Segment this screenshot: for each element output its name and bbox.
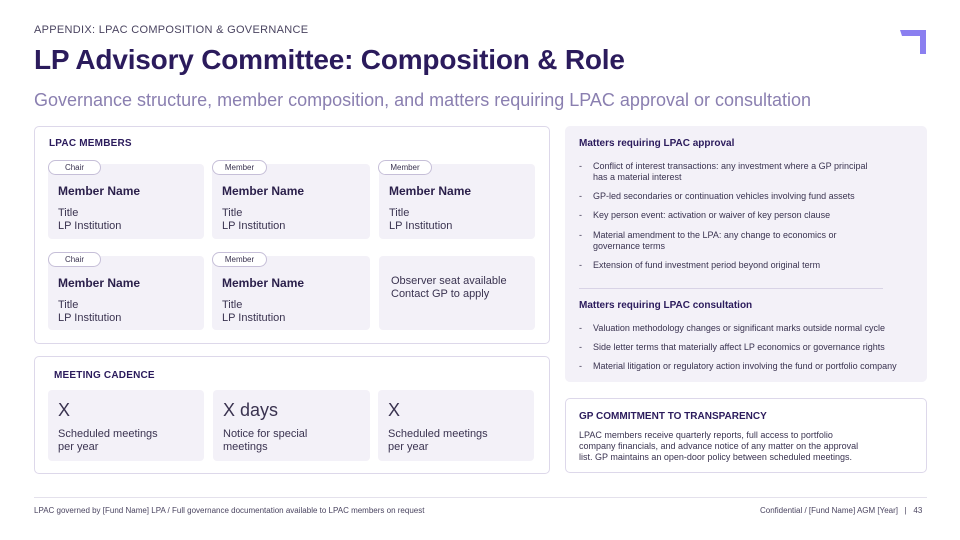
member-title: Title (389, 207, 410, 219)
stat-label: per year (58, 441, 99, 453)
stat-label: per year (388, 441, 429, 453)
footer-divider (34, 497, 927, 498)
dash-icon: - (579, 361, 582, 371)
consultation-heading: Matters requiring LPAC consultation (579, 300, 753, 311)
stat-value: X (388, 400, 401, 420)
lpac-matters-panel (565, 126, 927, 382)
member-institution: LP Institution (58, 312, 122, 324)
dash-icon: - (579, 161, 582, 171)
member-name: Member Name (58, 276, 141, 290)
list-item-text: Valuation methodology changes or significant marks outside normal cycle (593, 323, 885, 333)
footer-note: LPAC governed by [Fund Name] LPA / Full governance documentation available to LPAC members on request (34, 506, 425, 515)
member-card (48, 164, 204, 239)
list-item-text: has a material interest (593, 172, 682, 182)
member-title: Title (222, 299, 243, 311)
stat-label: Scheduled meetings (388, 428, 488, 440)
role-badge-member: Member (212, 252, 267, 267)
page-subtitle: Governance structure, member composition, and matters requiring LPAC approval or consultation (34, 90, 812, 110)
member-card (212, 256, 370, 330)
slide-eyebrow: APPENDIX: LPAC COMPOSITION & GOVERNANCE (34, 24, 309, 36)
cadence-stat-card (213, 390, 370, 461)
list-item-text: governance terms (593, 241, 666, 251)
gp-transparency-panel (565, 398, 927, 473)
list-item-text: Conflict of interest transactions: any investment where a GP principal (593, 161, 868, 171)
member-title: Title (58, 207, 79, 219)
list-item-text: Side letter terms that materially affect LP economics or governance rights (593, 342, 885, 352)
observer-seat-card (379, 256, 535, 330)
dash-icon: - (579, 323, 582, 333)
stat-value: X days (223, 400, 279, 420)
role-badge-member: Member (212, 160, 267, 175)
approval-heading: Matters requiring LPAC approval (579, 138, 735, 149)
member-institution: LP Institution (222, 312, 286, 324)
observer-contact-text: Contact GP to apply (391, 288, 490, 300)
members-section-label: LPAC MEMBERS (49, 138, 132, 149)
list-item-text: Material amendment to the LPA: any change to economics or (593, 230, 837, 240)
footer-page-info: Confidential / [Fund Name] AGM [Year] | 43 (760, 506, 923, 515)
member-card (379, 164, 535, 239)
list-item-text: GP-led secondaries or continuation vehicles involving fund assets (593, 191, 855, 201)
role-badge-member: Member (378, 160, 432, 175)
gp-body-line: list. GP maintains an open-door policy between scheduled meetings. (579, 452, 852, 462)
gp-body-text (579, 430, 879, 463)
list-item-text: Material litigation or regulatory action involving the fund or portfolio company (593, 361, 897, 371)
gp-body-line: LPAC members receive quarterly reports, full access to portfolio (579, 430, 833, 440)
stat-value: X (58, 400, 71, 420)
stat-label: meetings (223, 441, 268, 453)
list-item-text: Extension of fund investment period beyond original term (593, 260, 821, 270)
member-institution: LP Institution (222, 220, 286, 232)
role-badge-chair: Chair (48, 252, 101, 267)
divider (579, 288, 883, 289)
observer-seat-text: Observer seat available (391, 275, 507, 287)
member-title: Title (222, 207, 243, 219)
member-card (48, 256, 204, 330)
member-name: Member Name (222, 276, 305, 290)
cadence-stat-card (48, 390, 204, 461)
page-title: LP Advisory Committee: Composition & Role (34, 44, 625, 75)
gp-heading: GP COMMITMENT TO TRANSPARENCY (579, 411, 767, 422)
member-card (212, 164, 370, 239)
dash-icon: - (579, 191, 582, 201)
member-name: Member Name (222, 184, 305, 198)
member-institution: LP Institution (58, 220, 122, 232)
cadence-stat-card (378, 390, 534, 461)
stat-label: Scheduled meetings (58, 428, 158, 440)
dash-icon: - (579, 342, 582, 352)
dash-icon: - (579, 210, 582, 220)
member-name: Member Name (389, 184, 472, 198)
brand-logo-icon (900, 28, 928, 54)
dash-icon: - (579, 230, 582, 240)
member-title: Title (58, 299, 79, 311)
role-badge-chair: Chair (48, 160, 101, 175)
list-item-text: Key person event: activation or waiver of key person clause (593, 210, 831, 220)
member-institution: LP Institution (389, 220, 453, 232)
member-name: Member Name (58, 184, 141, 198)
gp-body-line: company financials, and advance notice of any matter on the approval (579, 441, 859, 451)
cadence-section-label: MEETING CADENCE (54, 370, 155, 381)
stat-label: Notice for special (223, 428, 308, 440)
dash-icon: - (579, 260, 582, 270)
